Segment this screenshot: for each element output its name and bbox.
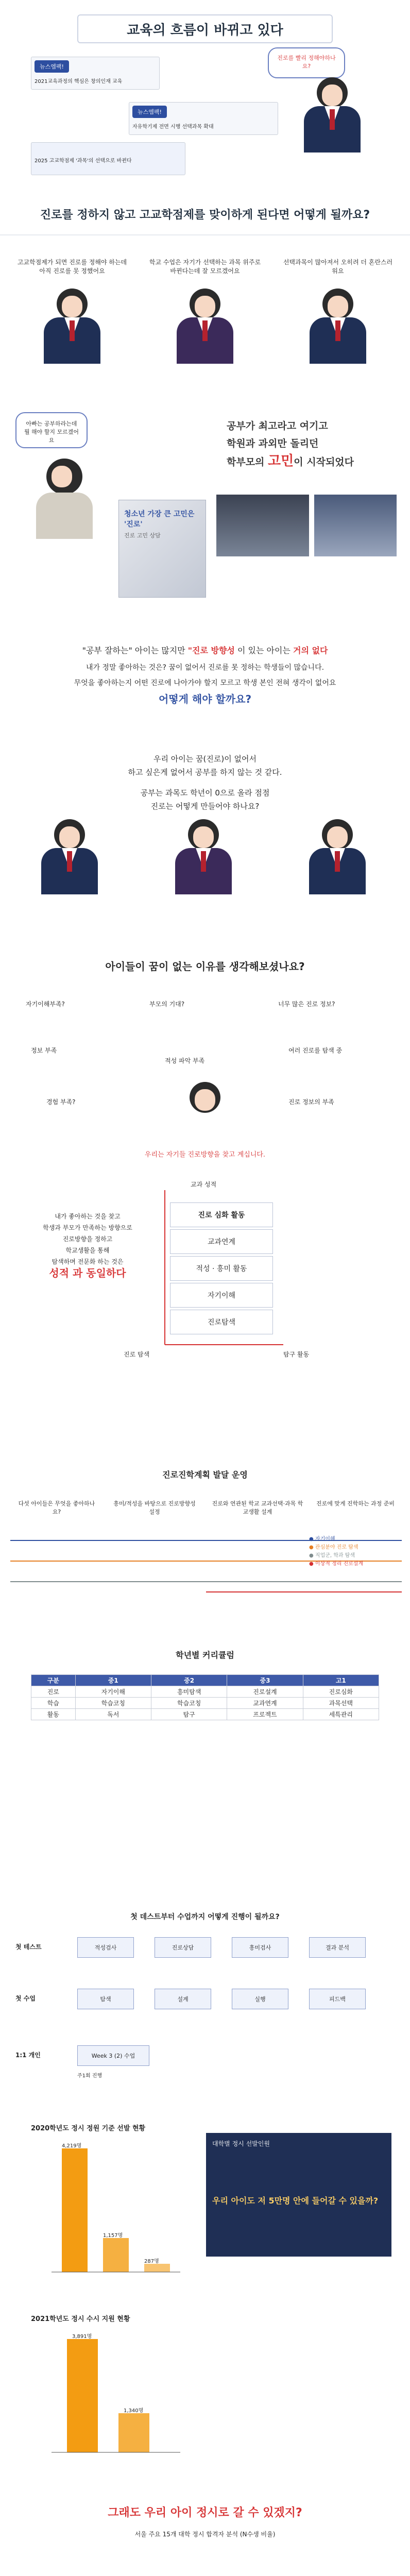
student-illustration (299, 77, 366, 152)
steps-section (0, 1906, 410, 2112)
reasons-section (0, 943, 410, 1170)
student-illustration (172, 1082, 238, 1113)
stats-section (0, 2112, 410, 2576)
chart-title: 2021학년도 정시 수시 지원 현황 (31, 2315, 130, 2323)
flow-step: 피드백 (309, 1989, 366, 2009)
book-cover-image: 청소년 가장 큰 고민은 '진로' 진로 고민 상담 (118, 500, 206, 598)
flow-step: 진로상담 (155, 1937, 211, 1958)
flow-step: 흥미검사 (232, 1937, 288, 1958)
quote-block: 공부가 최고라고 여기고 학원과 과외만 돌리던 학부모의 고민이 시작되었다 (227, 420, 354, 469)
chart-bar (118, 2413, 149, 2452)
axis-x-label: 탐구 활동 (283, 1351, 310, 1358)
student-illustration (36, 819, 103, 894)
news-photo (314, 495, 397, 556)
explain-bubble: 내가 좋아하는 것을 찾고 학생과 부모가 만족하는 방향으로 진로방향을 정하고 학교생활을 통해 탐색하며 전문화 하는 것은 성적 과 동일하다 (43, 1213, 132, 1279)
chart-bar (67, 2339, 98, 2452)
pyramid-layer: 진로 심화 활동 (170, 1202, 273, 1227)
right-panel: 대학별 정시 선발인원 우리 아이도 저 5만명 안에 들어갈 수 있을까? (206, 2133, 391, 2257)
bar-label: 1,340명 (124, 2408, 144, 2414)
chart-bar (62, 2148, 88, 2272)
news-text: 자유학기제 전면 시행 선택과목 확대 (132, 124, 214, 130)
worry-card-1: 고교학점제가 되면 진로를 정해야 하는데 아직 진로를 못 정했어요 (15, 258, 129, 364)
reason-tag: 부모의 기대? (149, 1001, 185, 1008)
thought-bubble: 아빠는 공부하라는데 뭘 해야 할지 모르겠어요 (15, 412, 88, 448)
news-photo (216, 495, 309, 556)
reason-tag: 적성 파악 부족 (165, 1057, 205, 1064)
process-title: 진로진학계획 발달 운영 (162, 1470, 248, 1480)
parent-worry-section (0, 392, 410, 634)
axis-y-label: 진로 탐색 (124, 1351, 150, 1358)
reason-tag: 너무 많은 진로 정보? (278, 1001, 335, 1008)
chart-bar (144, 2264, 170, 2272)
table-row: 활동 독서 탐구 프로젝트 세특관리 (31, 1709, 379, 1720)
worry-card-2: 학교 수업은 자기가 선택하는 과목 위주로 바뀐다는데 잘 모르겠어요 (148, 258, 262, 364)
table-row: 학습 학습코칭 학습코칭 교과연계 과목선택 (31, 1698, 379, 1709)
reasons-title: 아이들이 꿈이 없는 이유를 생각해보셨나요? (105, 960, 305, 973)
reason-tag: 여러 진로를 탐색 중 (288, 1047, 343, 1054)
news-card-2 (129, 102, 278, 135)
bar-chart-2 (31, 2329, 185, 2463)
reason-tag: 경험 부족? (46, 1098, 76, 1106)
student-illustration (39, 289, 106, 364)
bar-label: 4,219명 (62, 2143, 82, 2149)
curriculum-table (31, 1674, 379, 1720)
news-tag: 뉴스엠팩! (35, 60, 69, 73)
question-headline: 진로를 정하지 않고 고교학점제를 맞이하게 된다면 어떻게 될까요? (40, 209, 370, 222)
divider (0, 234, 410, 235)
chart-title: 2020학년도 정시 정원 기준 선발 현황 (31, 2125, 146, 2132)
curriculum-title: 학년별 커리큘럼 (176, 1650, 234, 1660)
bar-chart-1 (31, 2138, 185, 2282)
row-label: 첫 수업 (15, 1995, 36, 2002)
process-section (0, 1458, 410, 1638)
reason-tag: 정보 부족 (31, 1047, 57, 1054)
page-title: 교육의 흐름이 바뀌고 있다 (127, 22, 283, 38)
flow-step: 탐색 (77, 1989, 134, 2009)
bar-label: 3,891명 (72, 2334, 92, 2340)
news-card-3 (31, 142, 185, 175)
pyramid-layer: 진로탐색 (170, 1310, 273, 1334)
top-title-box (77, 14, 333, 43)
process-step: 진로와 연관된 학교 교과선택·과목 학교생활 설계 (212, 1500, 303, 1515)
worries-section (0, 242, 410, 392)
message-section (0, 634, 410, 943)
tail-text: 서울 주요 15개 대학 정시 합격자 분석 (N수생 비율) (134, 2531, 276, 2538)
parent-illustration (31, 459, 98, 539)
highlight-text: 그래도 우리 아이 정시로 갈 수 있겠지? (108, 2506, 302, 2519)
news-text: 2025 고교학점제 '과목'의 선택으로 바뀐다 (35, 158, 132, 164)
intro-section (0, 0, 410, 242)
row-label: 1:1 개인 (15, 2052, 41, 2059)
curriculum-section (0, 1638, 410, 1906)
table-row: 진로 자기이해 흥미탐색 진로설계 진로심화 (31, 1686, 379, 1698)
axis-lines (155, 1190, 288, 1355)
flow-step: 결과 분석 (309, 1937, 366, 1958)
label-top: 교과 성적 (191, 1181, 217, 1188)
process-step: 다섯 아이들은 무엇을 좋아하나요? (18, 1500, 95, 1515)
pyramid-section (0, 1170, 410, 1458)
flow-step: 적성검사 (77, 1937, 134, 1958)
news-card-1 (31, 57, 160, 90)
bar-label: 287명 (144, 2259, 159, 2264)
process-step: 진로에 맞게 진학하는 과정 준비 (316, 1500, 395, 1507)
flow-step: Week 3 (2) 수업 (77, 2045, 149, 2066)
student-illustration (170, 819, 237, 894)
bar-label: 1,157명 (103, 2233, 123, 2239)
headline-line-1: "공부 잘하는" 아이는 많지만 "진로 방향성 이 있는 아이는 거의 없다 (82, 646, 328, 655)
process-step: 흥미/적성을 바탕으로 진로방향성 설정 (113, 1500, 196, 1515)
news-text: 2021교육과정의 핵심은 창의인재 교육 (35, 79, 123, 84)
student-illustration (172, 289, 238, 364)
headline-line-2: 내가 정말 좋아하는 것은? 꿈이 없어서 진로를 못 정하는 학생들이 많습니다. (86, 664, 324, 672)
headline-line-3: 무엇을 좋아하는지 어떤 진로에 나아가야 할지 모르고 학생 본인 전혀 생각이 없어요 어떻게 해야 할까요? (74, 679, 336, 705)
news-tag: 뉴스엠팩! (132, 106, 167, 118)
student-illustration (304, 289, 371, 364)
thought-text: 우리 아이는 꿈(진로)이 없어서 하고 싶은게 없어서 공부를 하지 않는 것 같다. 공부는 과목도 학년이 0으로 올라 점점 진로는 어떻게 만들어야 하나요? (128, 754, 282, 811)
flow-step: 실행 (232, 1989, 288, 2009)
row-label: 첫 테스트 (15, 1943, 42, 1951)
pyramid-layer: 교과연계 (170, 1229, 273, 1254)
legend: ● 자기이해 ● 관심분야 진로 탐색 ● 직업군, 학과 탐색 ● 이상적 정리 진로설계 (309, 1536, 364, 1567)
flow-step: 설계 (155, 1989, 211, 2009)
reason-tag: 진로 정보의 부족 (288, 1098, 334, 1106)
steps-title: 첫 데스트부터 수업까지 어떻게 진행이 될까요? (130, 1913, 280, 1921)
table-header-row: 구분 중1 중2 중3 고1 (31, 1675, 379, 1686)
reasons-footer: 우리는 자기들 진로방향을 찾고 계십니다. (144, 1151, 266, 1159)
reason-tag: 자기이해부족? (26, 1001, 65, 1008)
student-illustration (304, 819, 371, 894)
worry-card-3: 선택과목이 많아져서 오히려 더 혼란스러워요 (281, 258, 395, 364)
speech-bubble: 진로를 빨리 정해야하나요? (268, 47, 345, 78)
pyramid-layer: 자기이해 (170, 1283, 273, 1308)
chart-bar (103, 2238, 129, 2272)
row-sub: 주1회 진행 (77, 2073, 102, 2079)
pyramid-layer: 적성 · 흥미 활동 (170, 1256, 273, 1281)
